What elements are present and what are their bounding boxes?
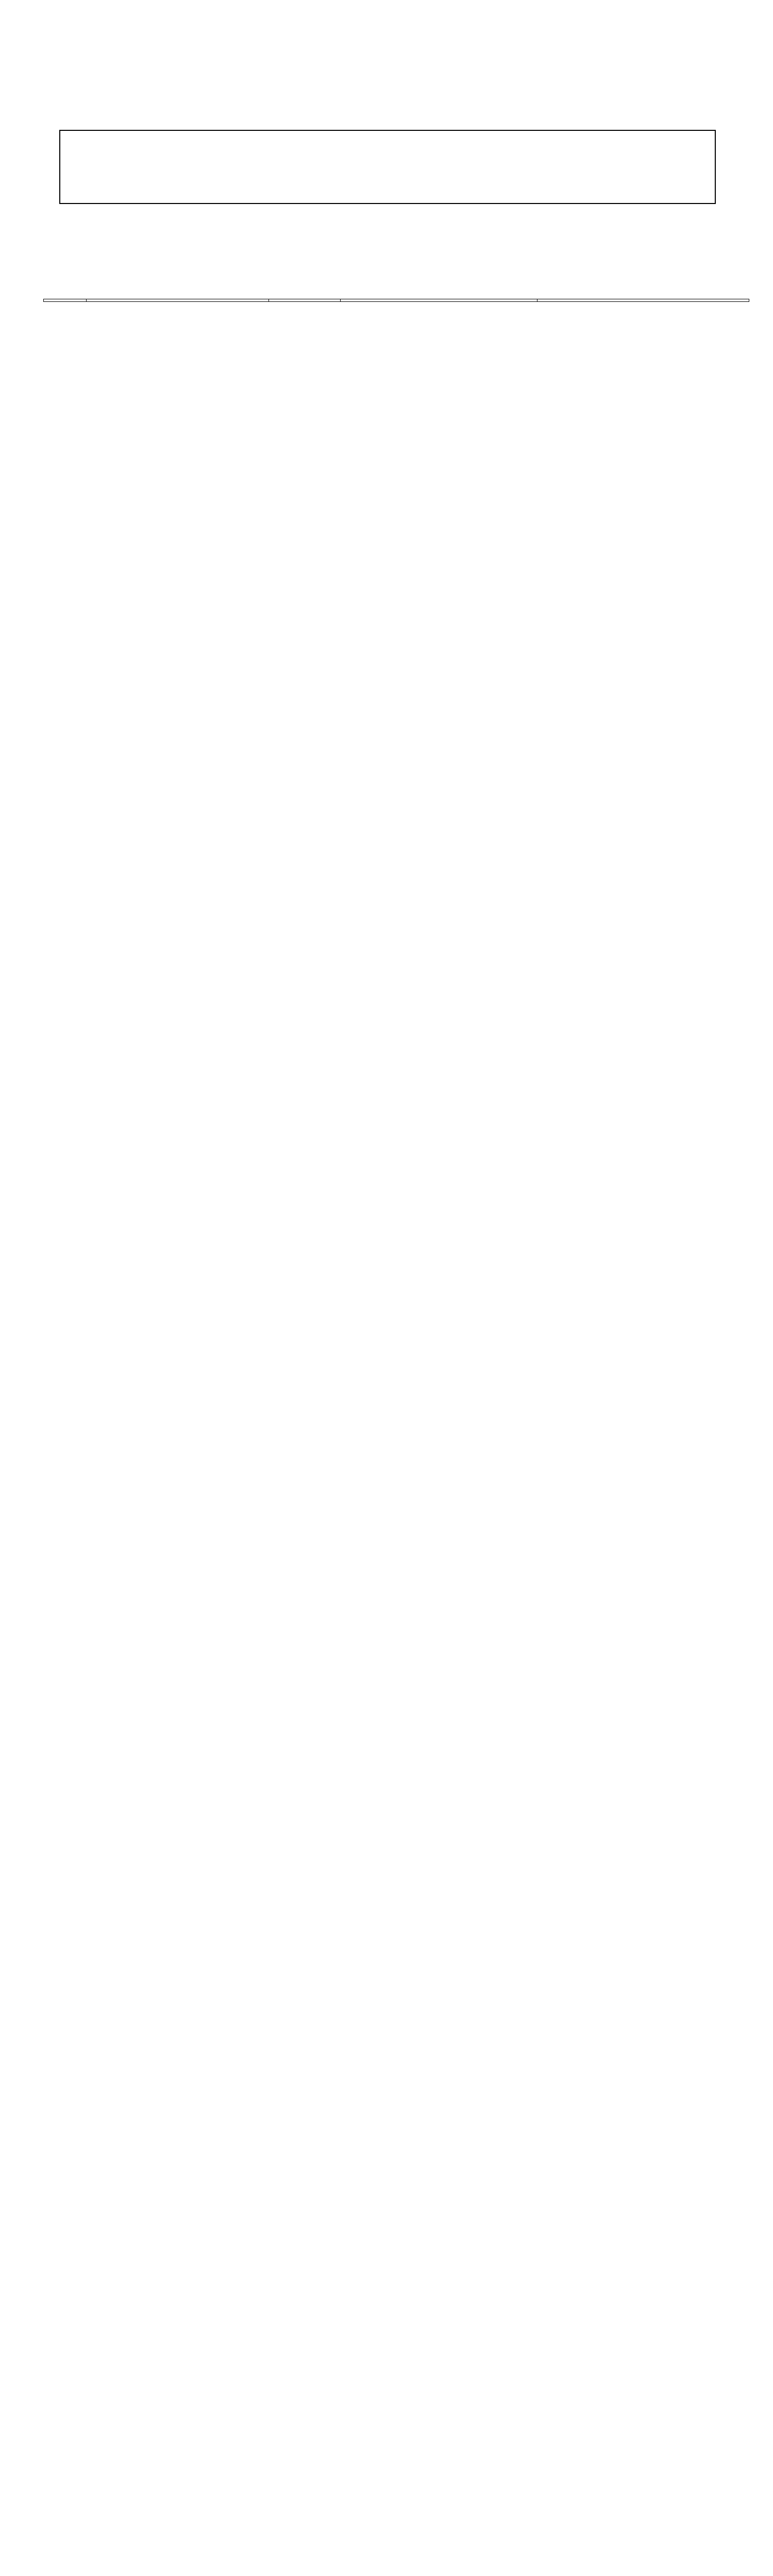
col-post-name (86, 299, 268, 302)
posts-table (43, 299, 749, 302)
col-salary (537, 299, 749, 302)
col-serial (44, 299, 87, 302)
col-vacancy (268, 299, 340, 302)
col-qualification (340, 299, 537, 302)
posts-table-header (44, 299, 749, 302)
notice-title-box (59, 130, 716, 204)
